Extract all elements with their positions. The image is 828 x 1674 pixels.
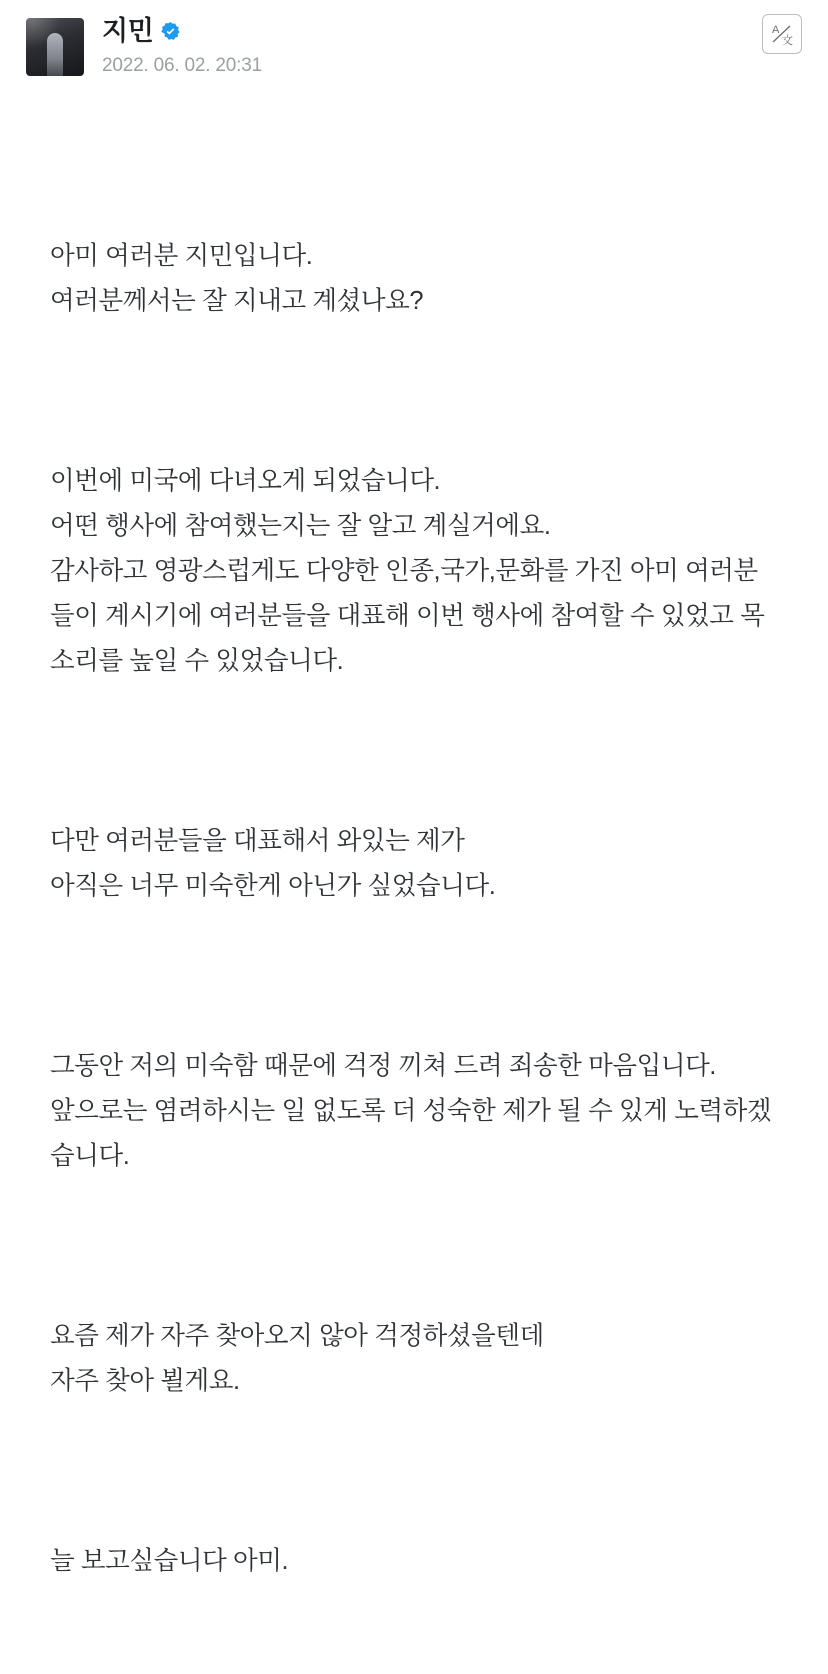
post-paragraph: 그동안 저의 미숙함 때문에 걱정 끼쳐 드려 죄송한 마음입니다. 앞으로는 염려하시는 일 없도록 더 성숙한 제가 될 수 있게 노력하겠습니다.: [50, 1052, 772, 1170]
svg-text:A: A: [772, 24, 780, 36]
translate-button[interactable]: [762, 14, 802, 54]
post-paragraph: 이번에 미국에 다녀오게 되었습니다. 어떤 행사에 참여했는지는 잘 알고 계실거에요. 감사하고 영광스럽게도 다양한 인종,국가,문화를 가진 아미 여러분들이 계시기에 여러분들을 대표해 이번 행사에 참여할 수 있었고 목소리를 높일 수 있었습니다.: [50, 467, 765, 675]
verified-check-badge-icon: [160, 21, 181, 42]
post-paragraph: 다만 여러분들을 대표해서 와있는 제가 아직은 너무 미숙한게 아닌가 싶었습니다.: [50, 827, 496, 900]
svg-text:文: 文: [782, 35, 793, 47]
post-paragraph: 요즘 제가 자주 찾아오지 않아 걱정하셨을텐데 자주 찾아 뵐게요.: [50, 1322, 544, 1395]
post-content: [0, 86, 828, 1674]
avatar-figure: [47, 33, 63, 76]
avatar[interactable]: [26, 18, 84, 76]
post-paragraph: 늘 보고싶습니다 아미.: [50, 1547, 289, 1575]
post-paragraph: 아미 여러분 지민입니다. 여러분께서는 잘 지내고 계셨나요?: [50, 242, 424, 315]
author-name[interactable]: 지민: [102, 16, 154, 46]
post-timestamp: 2022. 06. 02. 20:31: [102, 55, 262, 76]
author-name-row: [102, 16, 262, 46]
post-header: [0, 0, 828, 86]
author-block: [102, 14, 262, 77]
